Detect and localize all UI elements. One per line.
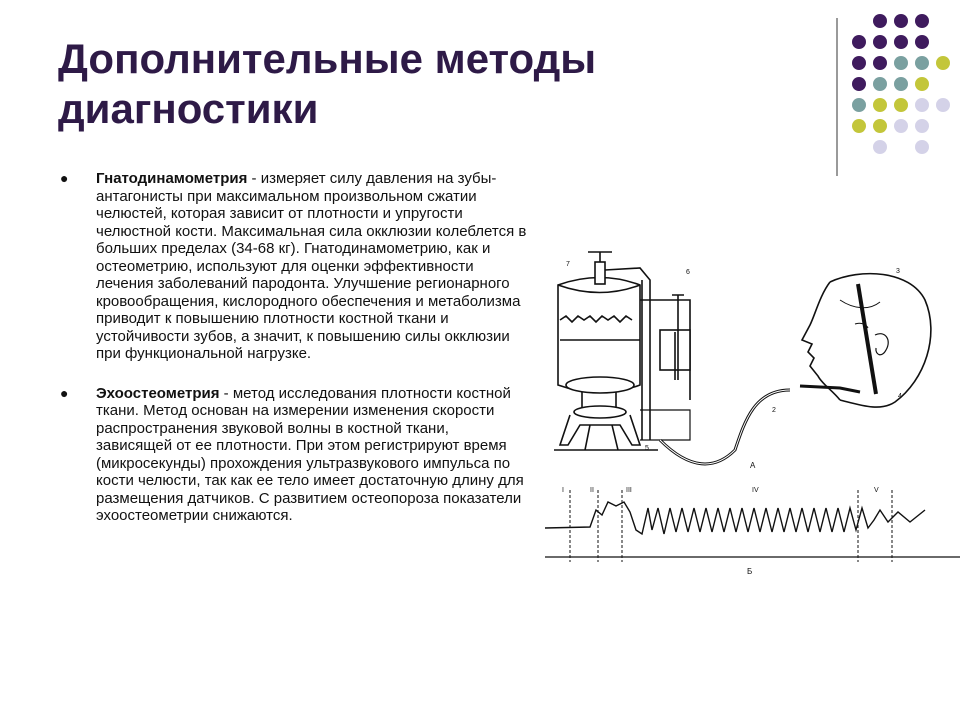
title-line-1: Дополнительные методы bbox=[58, 35, 597, 82]
decor-dot bbox=[873, 119, 887, 133]
bullet-list bbox=[58, 170, 528, 525]
bullet-dot-icon: ● bbox=[60, 384, 69, 401]
decor-dot bbox=[915, 35, 929, 49]
decor-dot bbox=[873, 35, 887, 49]
figure-label-b: Б bbox=[747, 567, 753, 576]
part-number-label: 4 bbox=[898, 393, 902, 400]
bullet-dot-icon: ● bbox=[60, 170, 69, 186]
decor-dot bbox=[894, 98, 908, 112]
decor-dot bbox=[894, 35, 908, 49]
decor-dot bbox=[894, 119, 908, 133]
decor-dot bbox=[915, 14, 929, 28]
decor-dot bbox=[936, 98, 950, 112]
description-gnathodynamometry: - измеряет силу давления на зубы-антагонисты при максимальном произвольном сжатии челюстей, которая зависит от плотности и упругости челюстной кости. Максимальная сила окклюзии колеблется в больших пределах (34-68 кг). Гнатодинамометрию, как и остеометрию, используют для оценки эффективности лечения заболеваний пародонта. Улучшение регионарного кровообращения, кислородного обеспечения и метаболизма приводит к повышению плотности костной ткани и устойчивости зубов, а значит, к повышению силы окклюзии при функциональной нагрузке. bbox=[96, 170, 527, 362]
part-number-label: 2 bbox=[772, 407, 776, 414]
decor-dot bbox=[915, 77, 929, 91]
segment-label: II bbox=[590, 487, 594, 494]
decor-dot bbox=[873, 98, 887, 112]
decor-dot bbox=[915, 98, 929, 112]
part-number-label: 6 bbox=[686, 269, 690, 276]
decor-dot bbox=[894, 14, 908, 28]
part-number-label: 3 bbox=[896, 268, 900, 275]
segment-labels bbox=[562, 487, 879, 494]
slide-title bbox=[58, 34, 778, 134]
decor-dot bbox=[873, 77, 887, 91]
decor-dot bbox=[852, 77, 866, 91]
decor-dot bbox=[852, 35, 866, 49]
apparatus-drawing bbox=[554, 252, 690, 450]
decor-dot bbox=[936, 56, 950, 70]
decor-divider bbox=[836, 18, 838, 176]
figure-label-a: А bbox=[750, 461, 756, 470]
bullet-echoosteometry bbox=[58, 385, 528, 525]
segment-label: III bbox=[626, 487, 632, 494]
bullet-gnathodynamometry bbox=[58, 170, 528, 363]
segment-label: IV bbox=[752, 487, 759, 494]
description-echoosteometry: - метод исследования плотности костной ткани. Метод основан на измерении изменения скорости распространения звуковой волны в костной ткани, зависящей от ее плотности. При этом регистрируют время (микросекунды) прохождения ультразвукового импульса по кости челюсти, так как ее тело имеет достаточную длину для размещения датчиков. С развитием остеопороза показатели эхоостеометрии снижаются. bbox=[96, 384, 524, 524]
decor-dot bbox=[873, 56, 887, 70]
part-number-label: 5 bbox=[645, 445, 649, 452]
decor-dot bbox=[852, 56, 866, 70]
segment-label: I bbox=[562, 487, 564, 494]
echoosteogram-tracing bbox=[545, 490, 960, 562]
part-number-label: 7 bbox=[566, 261, 570, 268]
decor-dot bbox=[873, 140, 887, 154]
segment-label: V bbox=[874, 487, 879, 494]
decor-dot bbox=[915, 119, 929, 133]
title-line-2: диагностики bbox=[58, 85, 319, 132]
gnathodynamometer-illustration bbox=[540, 240, 960, 580]
decor-dot bbox=[915, 56, 929, 70]
decor-dot bbox=[894, 56, 908, 70]
decor-dot bbox=[852, 98, 866, 112]
decor-dot bbox=[894, 77, 908, 91]
decor-dot bbox=[852, 119, 866, 133]
patient-head-drawing bbox=[800, 274, 931, 407]
decor-dot bbox=[873, 14, 887, 28]
connecting-tube bbox=[660, 390, 790, 464]
term-echoosteometry: Эхоостеометрия bbox=[96, 384, 220, 402]
decor-dot bbox=[915, 140, 929, 154]
term-gnathodynamometry: Гнатодинамометрия bbox=[96, 170, 248, 187]
